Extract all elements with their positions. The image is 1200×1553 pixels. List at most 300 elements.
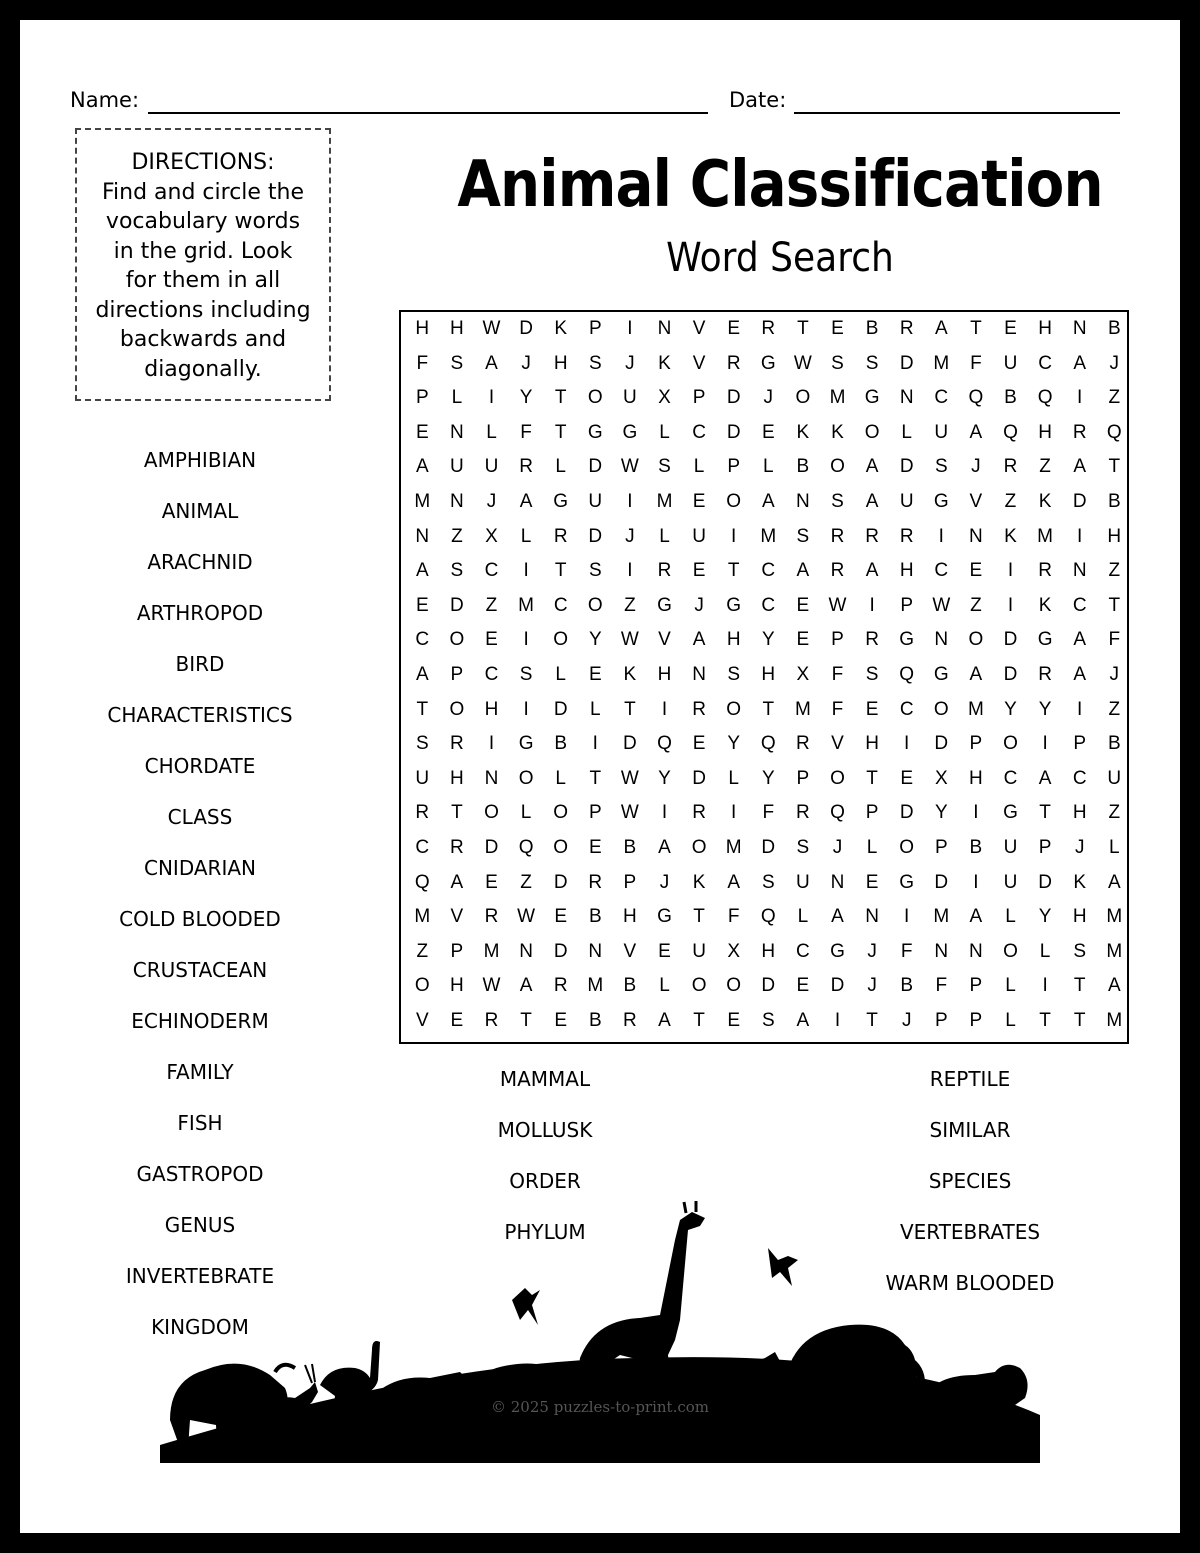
grid-letter[interactable]: O [726,698,742,720]
grid-letter[interactable]: H [1038,421,1052,443]
grid-letter[interactable]: A [865,491,879,512]
grid-letter[interactable]: U [415,767,430,789]
grid-letter[interactable]: R [1003,456,1018,478]
grid-letter[interactable]: K [1038,594,1052,616]
grid-letter[interactable]: L [1005,975,1016,997]
grid-letter[interactable]: H [761,664,776,685]
grid-letter[interactable]: U [692,525,706,547]
grid-letter[interactable]: R [1072,421,1087,443]
grid-letter[interactable]: S [450,560,464,582]
grid-letter[interactable]: Q [518,837,534,858]
grid-letter[interactable]: L [659,975,670,997]
grid-letter[interactable]: S [796,837,810,858]
grid-letter[interactable]: R [899,525,914,547]
grid-letter[interactable]: L [555,664,566,685]
grid-letter[interactable]: J [1109,352,1120,374]
grid-letter[interactable]: A [969,664,983,685]
grid-letter[interactable]: L [866,837,878,858]
grid-letter[interactable]: T [1073,1010,1086,1031]
grid-letter[interactable]: V [623,940,637,962]
grid-letter[interactable]: G [899,629,915,651]
grid-letter[interactable]: D [761,837,776,858]
grid-letter[interactable]: O [795,387,811,409]
grid-letter[interactable]: E [761,421,775,443]
grid-letter[interactable]: G [1037,629,1053,651]
grid-letter[interactable]: M [1106,906,1123,928]
grid-letter[interactable]: G [1003,802,1018,824]
grid-letter[interactable]: U [796,871,810,893]
grid-letter[interactable]: S [415,733,429,755]
grid-letter[interactable]: K [831,421,844,443]
grid-letter[interactable]: L [901,421,912,443]
grid-letter[interactable]: B [1004,387,1017,409]
grid-letter[interactable]: C [484,664,499,685]
grid-letter[interactable]: T [1108,456,1121,478]
grid-letter[interactable]: T [1039,1010,1051,1031]
grid-letter[interactable]: U [450,456,464,478]
grid-letter[interactable]: B [588,906,602,928]
grid-letter[interactable]: J [659,871,670,893]
grid-letter[interactable]: S [727,664,741,685]
grid-letter[interactable]: R [657,560,672,582]
grid-letter[interactable]: M [414,906,431,928]
grid-letter[interactable]: T [520,1010,532,1031]
grid-letter[interactable]: N [1072,560,1087,582]
grid-letter[interactable]: N [865,906,879,928]
grid-letter[interactable]: N [692,664,706,685]
grid-letter[interactable]: I [904,906,910,928]
grid-letter[interactable]: T [693,906,705,928]
grid-letter[interactable]: M [1106,1010,1123,1031]
grid-letter[interactable]: D [761,975,776,997]
grid-letter[interactable]: P [1073,733,1087,755]
grid-letter[interactable]: R [796,802,810,824]
grid-letter[interactable]: L [659,421,670,443]
grid-letter[interactable]: P [623,871,637,893]
grid-letter[interactable]: C [1003,767,1018,789]
grid-letter[interactable]: T [866,767,878,789]
grid-letter[interactable]: W [517,906,536,928]
grid-letter[interactable]: F [935,975,948,997]
grid-letter[interactable]: L [555,456,566,478]
grid-letter[interactable]: H [1072,802,1087,824]
grid-letter[interactable]: G [587,421,603,443]
grid-letter[interactable]: Z [485,594,498,616]
grid-letter[interactable]: A [415,560,429,582]
grid-letter[interactable]: Z [1108,698,1121,720]
grid-letter[interactable]: H [623,906,637,928]
grid-letter[interactable]: D [519,318,533,339]
grid-letter[interactable]: K [554,318,568,339]
grid-letter[interactable]: Q [414,871,430,893]
grid-letter[interactable]: B [1107,733,1121,755]
grid-letter[interactable]: D [588,456,603,478]
grid-letter[interactable]: M [725,837,742,858]
grid-letter[interactable]: I [731,802,737,824]
grid-letter[interactable]: R [726,352,741,374]
grid-letter[interactable]: D [484,837,499,858]
grid-letter[interactable]: O [518,767,534,789]
grid-letter[interactable]: I [592,733,598,755]
grid-letter[interactable]: H [726,629,741,651]
grid-letter[interactable]: X [727,940,741,962]
grid-letter[interactable]: O [899,837,915,858]
grid-letter[interactable]: Z [1108,560,1121,582]
grid-letter[interactable]: D [726,421,741,443]
grid-letter[interactable]: H [969,767,983,789]
grid-letter[interactable]: E [415,421,429,443]
grid-letter[interactable]: Q [899,664,915,685]
grid-letter[interactable]: J [486,491,497,512]
grid-letter[interactable]: T [1073,975,1086,997]
grid-letter[interactable]: N [415,525,430,547]
grid-letter[interactable]: T [554,421,567,443]
grid-letter[interactable]: G [726,594,742,616]
grid-letter[interactable]: T [762,698,775,720]
grid-letter[interactable]: M [829,387,846,409]
grid-letter[interactable]: Y [934,802,948,824]
grid-letter[interactable]: J [832,837,843,858]
grid-letter[interactable]: G [899,871,915,893]
grid-letter[interactable]: B [588,1010,602,1031]
grid-letter[interactable]: U [934,421,949,443]
grid-letter[interactable]: M [483,940,500,962]
grid-letter[interactable]: D [553,871,568,893]
grid-letter[interactable]: B [623,837,637,858]
grid-letter[interactable]: P [796,767,810,789]
grid-letter[interactable]: W [482,975,501,997]
grid-letter[interactable]: K [796,421,810,443]
grid-letter[interactable]: E [969,560,983,582]
grid-letter[interactable]: I [627,491,633,512]
grid-letter[interactable]: Y [761,767,775,789]
grid-letter[interactable]: P [450,664,464,685]
grid-letter[interactable]: C [553,594,568,616]
grid-letter[interactable]: E [692,491,706,512]
grid-letter[interactable]: D [623,733,637,755]
grid-letter[interactable]: D [1072,491,1087,512]
grid-letter[interactable]: H [899,560,914,582]
grid-letter[interactable]: H [450,767,464,789]
grid-letter[interactable]: R [623,1010,637,1031]
grid-letter[interactable]: J [1109,664,1120,685]
grid-letter[interactable]: C [761,560,776,582]
grid-letter[interactable]: G [518,733,534,755]
grid-letter[interactable]: U [1003,837,1018,858]
grid-letter[interactable]: L [590,698,601,720]
grid-letter[interactable]: H [484,698,499,720]
grid-letter[interactable]: U [1107,767,1122,789]
grid-letter[interactable]: N [519,940,533,962]
grid-letter[interactable]: E [485,629,498,651]
grid-letter[interactable]: Y [1038,906,1052,928]
grid-letter[interactable]: A [1073,629,1087,651]
grid-letter[interactable]: F [520,421,532,443]
grid-letter[interactable]: H [1038,318,1052,339]
grid-letter[interactable]: R [830,525,845,547]
grid-letter[interactable]: I [973,871,979,893]
grid-letter[interactable]: A [415,456,429,478]
grid-letter[interactable]: O [1003,940,1018,962]
grid-letter[interactable]: C [1072,594,1087,616]
grid-letter[interactable]: T [589,767,602,789]
grid-letter[interactable]: T [797,318,809,339]
grid-letter[interactable]: R [830,560,845,582]
grid-letter[interactable]: E [865,871,879,893]
grid-letter[interactable]: E [588,837,602,858]
grid-letter[interactable]: F [416,352,429,374]
grid-letter[interactable]: T [451,802,463,824]
grid-letter[interactable]: J [867,975,877,997]
grid-letter[interactable]: A [831,906,844,928]
grid-letter[interactable]: L [1005,1010,1016,1031]
grid-letter[interactable]: E [796,629,810,651]
grid-letter[interactable]: Y [727,733,741,755]
grid-letter[interactable]: I [488,733,495,755]
grid-letter[interactable]: H [450,975,464,997]
grid-letter[interactable]: G [864,387,880,409]
grid-letter[interactable]: I [869,594,875,616]
grid-letter[interactable]: I [1077,698,1083,720]
grid-letter[interactable]: U [623,387,637,409]
grid-letter[interactable]: I [1042,733,1048,755]
grid-letter[interactable]: F [970,352,982,374]
grid-letter[interactable]: Q [1003,421,1018,443]
grid-letter[interactable]: Z [1039,456,1051,478]
grid-letter[interactable]: S [865,664,879,685]
grid-letter[interactable]: T [554,560,567,582]
grid-letter[interactable]: N [969,525,983,547]
grid-letter[interactable]: R [484,906,499,928]
grid-letter[interactable]: S [588,352,602,374]
grid-letter[interactable]: H [865,733,879,755]
grid-letter[interactable]: Q [657,733,672,755]
grid-letter[interactable]: S [934,456,948,478]
grid-letter[interactable]: X [796,664,810,685]
grid-letter[interactable]: O [553,629,569,651]
grid-letter[interactable]: L [555,767,566,789]
grid-letter[interactable]: E [831,318,844,339]
grid-letter[interactable]: I [661,802,668,824]
grid-letter[interactable]: S [865,352,879,374]
grid-letter[interactable]: D [934,733,949,755]
grid-letter[interactable]: J [625,352,635,374]
grid-letter[interactable]: Z [1108,387,1121,409]
grid-letter[interactable]: L [1109,837,1120,858]
grid-letter[interactable]: U [1003,352,1018,374]
grid-letter[interactable]: W [793,352,812,374]
grid-letter[interactable]: W [620,456,639,478]
grid-letter[interactable]: Z [416,940,429,962]
grid-letter[interactable]: C [1072,767,1087,789]
grid-letter[interactable]: B [1107,318,1121,339]
grid-letter[interactable]: P [865,802,879,824]
grid-letter[interactable]: M [587,975,604,997]
grid-letter[interactable]: F [727,906,740,928]
grid-letter[interactable]: A [1073,456,1087,478]
grid-letter[interactable]: L [728,767,739,789]
grid-letter[interactable]: N [899,387,914,409]
grid-letter[interactable]: L [451,387,463,409]
grid-letter[interactable]: J [521,352,531,374]
grid-letter[interactable]: P [900,594,914,616]
grid-letter[interactable]: X [934,767,948,789]
grid-letter[interactable]: E [796,594,810,616]
grid-letter[interactable]: B [796,456,810,478]
grid-letter[interactable]: G [657,594,672,616]
grid-letter[interactable]: N [934,629,949,651]
grid-letter[interactable]: V [415,1010,429,1031]
grid-letter[interactable]: K [1073,871,1087,893]
grid-letter[interactable]: R [692,698,706,720]
grid-letter[interactable]: V [692,318,706,339]
grid-letter[interactable]: U [1003,871,1018,893]
grid-letter[interactable]: J [971,456,981,478]
grid-letter[interactable]: A [969,421,983,443]
grid-letter[interactable]: R [865,629,879,651]
grid-letter[interactable]: D [588,525,603,547]
grid-letter[interactable]: E [692,733,706,755]
grid-letter[interactable]: A [865,456,879,478]
grid-letter[interactable]: C [415,837,430,858]
grid-letter[interactable]: V [831,733,844,755]
grid-letter[interactable]: B [900,975,914,997]
grid-letter[interactable]: G [657,906,672,928]
grid-letter[interactable]: O [691,837,707,858]
grid-letter[interactable]: W [620,629,639,651]
grid-letter[interactable]: Q [830,802,845,824]
grid-letter[interactable]: E [554,1010,568,1031]
grid-letter[interactable]: T [727,560,740,582]
grid-letter[interactable]: F [831,664,844,685]
grid-letter[interactable]: M [656,491,673,512]
grid-letter[interactable]: E [415,594,429,616]
grid-letter[interactable]: A [865,560,879,582]
grid-letter[interactable]: P [969,1010,983,1031]
grid-letter[interactable]: T [624,698,636,720]
grid-letter[interactable]: E [865,698,879,720]
grid-letter[interactable]: N [969,940,983,962]
grid-letter[interactable]: Q [1106,421,1122,443]
grid-letter[interactable]: R [1038,664,1052,685]
grid-letter[interactable]: A [1038,767,1052,789]
grid-letter[interactable]: A [519,491,533,512]
grid-letter[interactable]: I [523,629,529,651]
grid-letter[interactable]: J [1074,837,1085,858]
grid-letter[interactable]: I [661,698,668,720]
grid-letter[interactable]: D [1038,871,1052,893]
grid-letter[interactable]: R [484,1010,499,1031]
grid-letter[interactable]: J [694,594,704,616]
grid-letter[interactable]: R [553,525,568,547]
grid-letter[interactable]: N [657,318,672,339]
grid-letter[interactable]: T [866,1010,878,1031]
grid-letter[interactable]: D [899,456,914,478]
grid-letter[interactable]: H [1072,906,1087,928]
grid-letter[interactable]: T [416,698,429,720]
grid-letter[interactable]: O [864,421,880,443]
grid-letter[interactable]: U [692,940,706,962]
grid-letter[interactable]: K [658,352,671,374]
grid-letter[interactable]: I [523,560,529,582]
grid-letter[interactable]: L [520,802,532,824]
grid-letter[interactable]: A [934,318,948,339]
grid-letter[interactable]: L [520,525,532,547]
grid-letter[interactable]: O [726,975,742,997]
grid-letter[interactable]: E [1004,318,1017,339]
grid-letter[interactable]: A [692,629,706,651]
grid-letter[interactable]: I [1077,525,1083,547]
grid-letter[interactable]: D [830,975,845,997]
grid-letter[interactable]: E [796,975,810,997]
grid-letter[interactable]: E [727,318,741,339]
grid-letter[interactable]: R [450,837,464,858]
grid-letter[interactable]: W [932,594,951,616]
grid-letter[interactable]: P [969,975,983,997]
grid-letter[interactable]: P [588,318,602,339]
grid-letter[interactable]: O [587,594,603,616]
grid-letter[interactable]: O [830,767,845,789]
grid-letter[interactable]: I [523,698,529,720]
grid-letter[interactable]: C [761,594,776,616]
grid-letter[interactable]: K [623,664,637,685]
grid-letter[interactable]: Y [1004,698,1017,720]
grid-letter[interactable]: O [484,802,499,824]
grid-letter[interactable]: A [415,664,429,685]
grid-letter[interactable]: Q [968,387,984,409]
grid-letter[interactable]: M [1037,525,1053,547]
grid-letter[interactable]: R [588,871,603,893]
grid-letter[interactable]: G [622,421,638,443]
grid-letter[interactable]: H [553,352,568,374]
grid-letter[interactable]: Y [658,767,671,789]
grid-letter[interactable]: C [692,421,706,443]
grid-letter[interactable]: C [415,629,430,651]
grid-letter[interactable]: C [796,940,810,962]
grid-letter[interactable]: J [867,940,877,962]
grid-letter[interactable]: L [797,906,809,928]
grid-letter[interactable]: E [588,664,602,685]
grid-letter[interactable]: P [934,837,948,858]
grid-letter[interactable]: A [727,871,741,893]
grid-letter[interactable]: A [519,975,533,997]
grid-letter[interactable]: E [727,1010,741,1031]
grid-letter[interactable]: X [485,525,498,547]
grid-letter[interactable]: R [415,802,430,824]
grid-letter[interactable]: C [899,698,914,720]
grid-letter[interactable]: V [450,906,464,928]
grid-letter[interactable]: I [627,560,633,582]
grid-letter[interactable]: Y [1038,698,1052,720]
grid-letter[interactable]: G [830,940,845,962]
grid-letter[interactable]: R [553,975,568,997]
grid-letter[interactable]: A [450,871,464,893]
grid-letter[interactable]: K [692,871,706,893]
grid-letter[interactable]: A [1073,664,1087,685]
grid-letter[interactable]: Y [761,629,775,651]
grid-letter[interactable]: P [934,1010,948,1031]
grid-letter[interactable]: T [1039,802,1051,824]
grid-letter[interactable]: D [899,352,914,374]
grid-letter[interactable]: Y [519,387,533,409]
grid-letter[interactable]: R [692,802,706,824]
grid-letter[interactable]: J [763,387,774,409]
grid-letter[interactable]: R [1038,560,1052,582]
grid-letter[interactable]: C [1038,352,1052,374]
grid-letter[interactable]: R [899,318,914,339]
grid-letter[interactable]: M [414,491,431,512]
grid-letter[interactable]: T [1108,594,1121,616]
